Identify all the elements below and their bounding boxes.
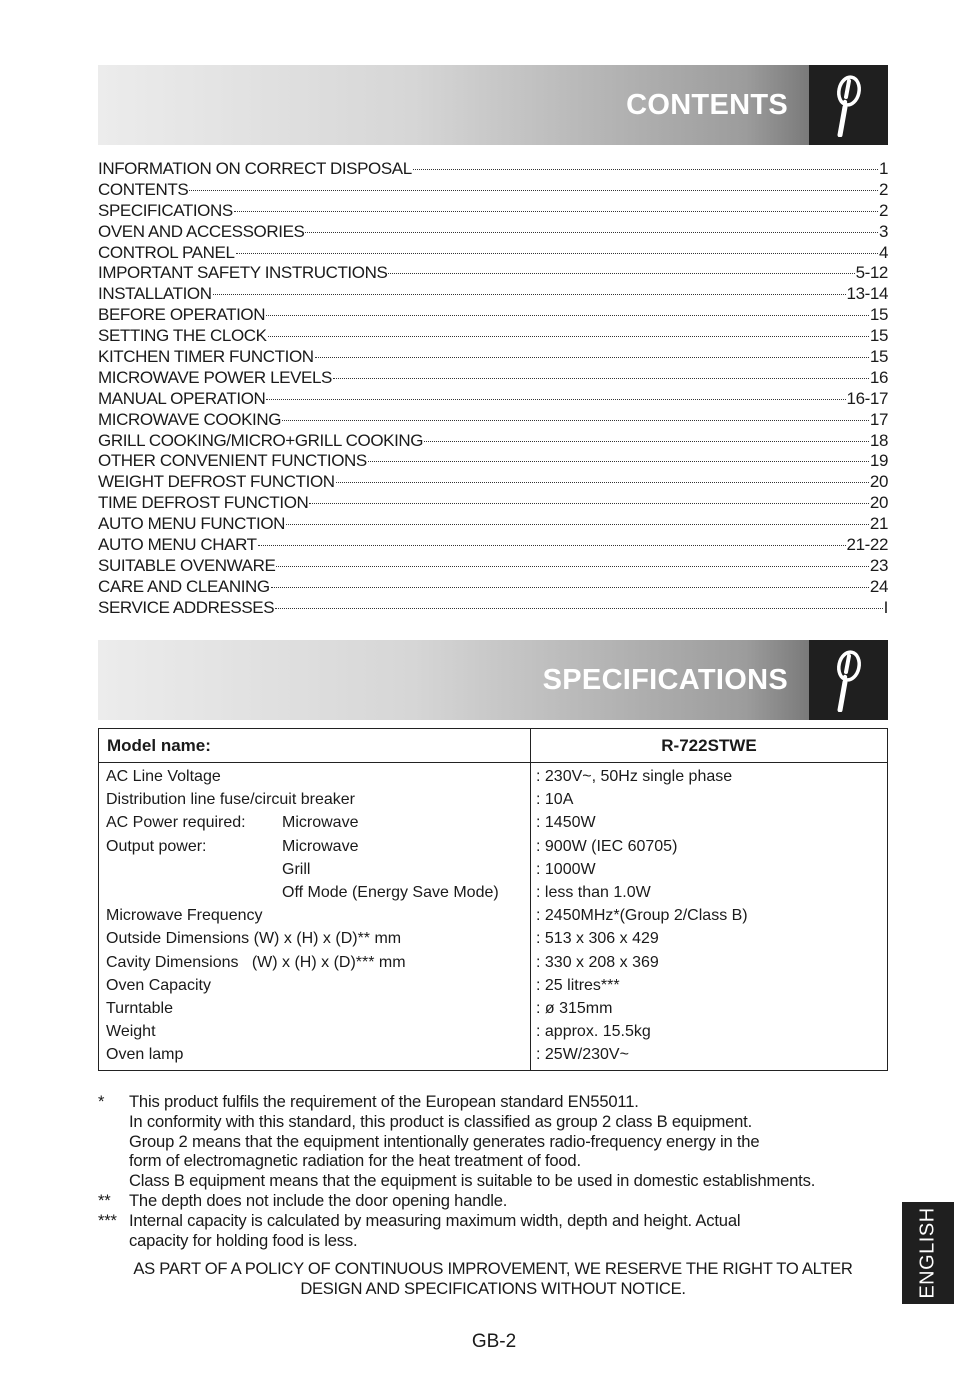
toc-entry — [98, 535, 888, 556]
toc-entry — [98, 159, 888, 180]
toc-entry — [98, 431, 888, 452]
toc-entry — [98, 598, 888, 619]
exclamation-pen-icon — [809, 65, 888, 145]
toc-entry-page: 19 — [869, 451, 888, 471]
toc-entry-page: 17 — [869, 409, 888, 429]
dot-leader — [424, 441, 869, 442]
toc-entry-page: 20 — [869, 472, 888, 492]
toc-entry-page: 1 — [878, 159, 888, 178]
toc-entry-title: OVEN AND ACCESSORIES — [98, 221, 305, 241]
toc-entry-page: 21 — [869, 514, 888, 534]
toc-entry — [98, 410, 888, 431]
spec-label: Distribution line fuse/circuit breaker — [106, 791, 355, 809]
toc-entry — [98, 556, 888, 577]
spec-value: : 513 x 306 x 429 — [536, 930, 659, 948]
exclamation-pen-icon — [809, 640, 888, 720]
footnote — [98, 1092, 898, 1191]
language-label: ENGLISH — [916, 1207, 939, 1299]
footnote-line: Class B equipment means that the equipment is suitable to be used in domestic establishments. — [129, 1171, 816, 1191]
toc-entry-title: AUTO MENU FUNCTION — [98, 514, 286, 534]
toc-entry-page: 20 — [869, 493, 888, 513]
footnote — [98, 1211, 898, 1251]
toc-entry-title: OTHER CONVENIENT FUNCTIONS — [98, 451, 367, 471]
spec-label: Oven Capacity — [106, 976, 211, 994]
toc-entry-page: 2 — [878, 179, 888, 199]
spec-value: : 10A — [536, 791, 574, 809]
spec-value: : less than 1.0W — [536, 883, 651, 901]
toc-entry-title: CARE AND CLEANING — [98, 576, 270, 596]
toc-entry-title: SPECIFICATIONS — [98, 200, 233, 220]
spec-row — [99, 765, 887, 788]
dot-leader — [336, 482, 869, 483]
dot-leader — [275, 608, 882, 609]
dot-leader — [286, 524, 869, 525]
dot-leader — [305, 232, 877, 233]
toc-entry-page: 5-12 — [855, 263, 888, 283]
toc-entry — [98, 305, 888, 326]
toc-entry — [98, 389, 888, 410]
specifications-banner — [98, 640, 888, 720]
footnote-line: capacity for holding food is less. — [129, 1230, 358, 1250]
model-name-value: R-722STWE — [661, 736, 757, 755]
dot-leader — [258, 545, 846, 546]
toc-entry — [98, 284, 888, 305]
toc-entry — [98, 472, 888, 493]
spec-sublabel: Microwave — [282, 814, 359, 832]
spec-row — [99, 811, 887, 834]
spec-label: Output power: — [106, 837, 207, 855]
footnote-line: This product fulfils the requirement of the European standard EN55011. — [129, 1092, 639, 1111]
spec-label: AC Power required: — [106, 814, 246, 832]
footnote-mark: *** — [98, 1210, 117, 1230]
toc-entry-page: 15 — [869, 326, 888, 346]
toc-entry-title: INSTALLATION — [98, 284, 212, 304]
dot-leader — [309, 503, 868, 504]
toc-entry-page: 15 — [869, 347, 888, 367]
toc-entry-title: GRILL COOKING/MICRO+GRILL COOKING — [98, 430, 424, 450]
toc-entry-page: 21-22 — [846, 535, 888, 555]
toc-entry-title: IMPORTANT SAFETY INSTRUCTIONS — [98, 263, 388, 283]
spec-label: Microwave Frequency — [106, 907, 263, 925]
spec-value: : 2450MHz*(Group 2/Class B) — [536, 907, 748, 925]
spec-label: Weight — [106, 1023, 156, 1041]
toc-entry-title: SETTING THE CLOCK — [98, 326, 267, 346]
dot-leader — [282, 420, 869, 421]
spec-sublabel: Off Mode (Energy Save Mode) — [282, 883, 499, 901]
spec-sublabel: Microwave — [282, 837, 359, 855]
spec-value: : 230V~, 50Hz single phase — [536, 768, 733, 785]
toc-entry — [98, 514, 888, 535]
spec-sublabel: Grill — [282, 860, 311, 878]
toc-entry — [98, 222, 888, 243]
toc-entry — [98, 263, 888, 284]
footnote-line: form of electromagnetic radiation for the heat treatment of food. — [129, 1151, 581, 1171]
model-name-label: Model name: — [107, 736, 211, 755]
dot-leader — [271, 587, 869, 588]
footnote-text — [129, 1191, 898, 1211]
table-header — [99, 729, 887, 763]
footnote-line: Internal capacity is calculated by measuring maximum width, depth and height. Actual — [129, 1210, 741, 1230]
spec-row — [99, 1020, 887, 1043]
toc-entry-page: 4 — [878, 242, 888, 262]
dot-leader — [234, 211, 878, 212]
dot-leader — [413, 169, 878, 170]
spec-row — [99, 904, 887, 927]
toc-entry-title: CONTENTS — [98, 179, 189, 199]
specifications-title: SPECIFICATIONS — [542, 664, 788, 696]
dot-leader — [268, 336, 869, 337]
spec-value: : 25W/230V~ — [536, 1046, 629, 1064]
toc-entry — [98, 451, 888, 472]
dot-leader — [276, 566, 868, 567]
spec-row — [99, 788, 887, 811]
disclaimer-line: DESIGN AND SPECIFICATIONS WITHOUT NOTICE. — [300, 1279, 686, 1298]
spec-value: : 330 x 208 x 369 — [536, 953, 659, 971]
toc-entry — [98, 368, 888, 389]
dot-leader — [236, 253, 878, 254]
toc-entry-title: CONTROL PANEL — [98, 242, 235, 262]
toc-entry-title: MANUAL OPERATION — [98, 388, 266, 408]
toc-entry-page: 16 — [869, 367, 888, 387]
toc-entry-page: 2 — [878, 200, 888, 220]
spec-value: : 900W (IEC 60705) — [536, 837, 678, 855]
toc-entry — [98, 493, 888, 514]
spec-label: AC Line Voltage — [106, 768, 221, 785]
toc-entry — [98, 201, 888, 222]
spec-value: : 1450W — [536, 814, 596, 832]
toc-entry-title: INFORMATION ON CORRECT DISPOSAL — [98, 159, 412, 178]
spec-value: : 25 litres*** — [536, 976, 620, 994]
spec-row — [99, 997, 887, 1020]
footnote-mark: * — [98, 1092, 105, 1111]
toc-entry-title: WEIGHT DEFROST FUNCTION — [98, 472, 335, 492]
page-number: GB-2 — [471, 1331, 517, 1352]
toc-entry-title: AUTO MENU CHART — [98, 535, 257, 555]
footnote-text — [129, 1211, 898, 1251]
spec-label: Outside Dimensions (W) x (H) x (D)** mm — [106, 930, 402, 948]
toc-entry-page: 16-17 — [846, 388, 888, 408]
footnote — [98, 1191, 898, 1211]
toc-entry-title: SUITABLE OVENWARE — [98, 555, 276, 575]
spec-row — [99, 881, 887, 904]
toc-entry-title: MICROWAVE POWER LEVELS — [98, 367, 332, 387]
footnotes — [98, 1092, 898, 1250]
spec-label: Turntable — [106, 999, 173, 1017]
toc-entry-page: 18 — [869, 430, 888, 450]
toc-entry-page: 3 — [878, 221, 888, 241]
dot-leader — [333, 378, 869, 379]
specifications-table — [98, 728, 888, 1071]
toc-entry-page: I — [883, 597, 888, 617]
contents-banner — [98, 65, 888, 145]
footnote-text — [129, 1092, 898, 1191]
dot-leader — [315, 357, 869, 358]
spec-label: Oven lamp — [106, 1046, 184, 1064]
toc-entry-title: MICROWAVE COOKING — [98, 409, 282, 429]
toc-entry — [98, 577, 888, 598]
dot-leader — [388, 273, 854, 274]
footnote-line: The depth does not include the door opening handle. — [129, 1190, 508, 1210]
spec-value: : ø 315mm — [536, 999, 613, 1017]
spec-row — [99, 835, 887, 858]
toc-entry-title: BEFORE OPERATION — [98, 305, 266, 325]
toc-entry-page: 23 — [869, 555, 888, 575]
toc-entry-page: 15 — [869, 305, 888, 325]
dot-leader — [368, 461, 869, 462]
toc-entry — [98, 347, 888, 368]
dot-leader — [266, 399, 845, 400]
toc-entry-title: KITCHEN TIMER FUNCTION — [98, 347, 314, 367]
spec-row — [99, 927, 887, 950]
dot-leader — [266, 315, 869, 316]
toc-entry-title: TIME DEFROST FUNCTION — [98, 493, 309, 513]
contents-title: CONTENTS — [626, 89, 788, 121]
spec-value: : approx. 15.5kg — [536, 1023, 651, 1041]
spec-label: Cavity Dimensions (W) x (H) x (D)*** mm — [106, 953, 406, 971]
toc-entry-page: 13-14 — [846, 284, 888, 304]
footnote-mark: ** — [98, 1190, 111, 1210]
footnote-line: Group 2 means that the equipment intentionally generates radio-frequency energy in the — [129, 1131, 760, 1151]
toc-entry — [98, 326, 888, 347]
toc-entry-title: SERVICE ADDRESSES — [98, 597, 275, 617]
footnote-line: In conformity with this standard, this product is classified as group 2 class B equipment. — [129, 1111, 753, 1131]
language-tab — [902, 1202, 954, 1304]
spec-value: : 1000W — [536, 860, 596, 878]
toc-entry — [98, 243, 888, 264]
table-of-contents — [98, 159, 888, 619]
disclaimer — [98, 1259, 888, 1299]
disclaimer-line: AS PART OF A POLICY OF CONTINUOUS IMPROVEMENT, WE RESERVE THE RIGHT TO ALTER — [133, 1259, 853, 1278]
dot-leader — [189, 190, 878, 191]
toc-entry — [98, 180, 888, 201]
spec-row — [99, 974, 887, 997]
spec-row — [99, 858, 887, 881]
spec-row — [99, 951, 887, 974]
dot-leader — [213, 294, 846, 295]
toc-entry-page: 24 — [869, 576, 888, 596]
table-body — [99, 765, 887, 1066]
spec-row — [99, 1043, 887, 1066]
